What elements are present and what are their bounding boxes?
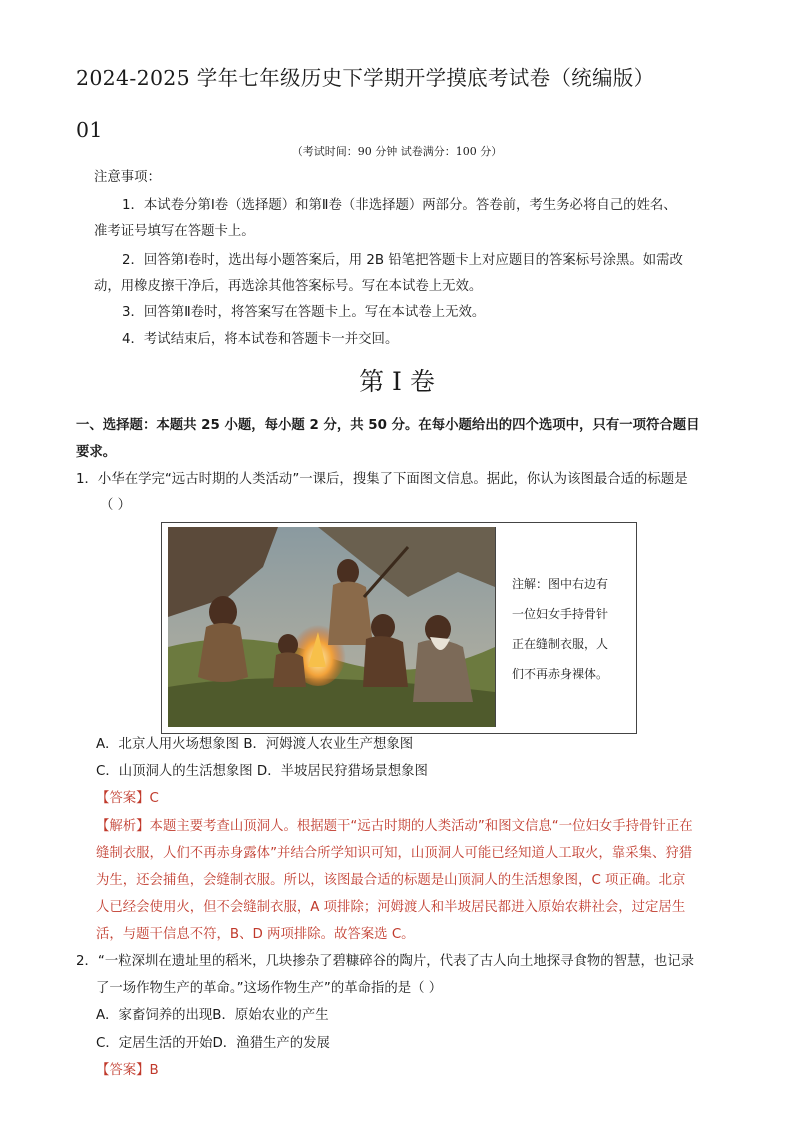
question-2-options-cd: C．定居生活的开始D．渔猎生产的发展 [96, 1036, 330, 1051]
question-1-answer: 【答案】C [96, 791, 159, 806]
question-1-analysis-5: 活，与题干信息不符，B、D 两项排除。故答案选 C。 [96, 927, 415, 942]
figure-note-line-1: 注解：图中右边有 [512, 577, 609, 591]
question-1-stem: 1．小华在学完“远古时期的人类活动”一课后，搜集了下面图文信息。据此，你认为该图最合适的标题是 [76, 472, 688, 487]
question-2-answer: 【答案】B [96, 1063, 159, 1078]
section-title: 第 I 卷 [359, 367, 435, 396]
question-1-options-cd: C．山顶洞人的生活想象图 D．半坡居民狩猎场景想象图 [96, 764, 428, 779]
notice-item-2: 2．回答第Ⅰ卷时，选出每小题答案后，用 2B 铅笔把答题卡上对应题目的答案标号涂黑。如需改 [122, 253, 683, 268]
question-1-analysis-4: 人已经会使用火，但不会缝制衣服，A 项排除；河姆渡人和半坡居民都进入原始农耕社会，过定居生 [96, 900, 686, 915]
question-2-options-ab: A．家畜饲养的出现B．原始农业的产生 [96, 1008, 329, 1023]
notice-heading: 注意事项： [94, 170, 161, 185]
question-1-analysis-1: 【解析】本题主要考查山顶洞人。根据题干“远古时期的人类活动”和图文信息“一位妇女手持骨针正在 [96, 819, 693, 834]
notice-item-4: 4．考试结束后，将本试卷和答题卡一并交回。 [122, 332, 399, 347]
question-1-analysis-2: 缝制衣服，人们不再赤身露体”并结合所学知识可知，山顶洞人可能已经知道人工取火，靠采集、狩猎 [96, 846, 693, 861]
title-line-2: 01 [76, 118, 103, 142]
part-instructions: 一、选择题：本题共 25 小题，每小题 2 分，共 50 分。在每小题给出的四个选项中，只有一项符合题目 [76, 418, 700, 433]
title-line-1: 2024-2025 学年七年级历史下学期开学摸底考试卷（统编版） [76, 66, 655, 90]
question-1-analysis-3: 为生，还会捕鱼，会缝制衣服。所以，该图最合适的标题是山顶洞人的生活想象图，C 项正确。北京 [96, 873, 686, 888]
question-1-blank: （ ） [100, 498, 132, 513]
page-title [76, 52, 736, 156]
figure-note-line-3: 正在缝制衣服，人 [512, 637, 609, 651]
cave-people-illustration [168, 527, 496, 727]
question-1-options-ab: A．北京人用火场想象图 B．河姆渡人农业生产想象图 [96, 737, 414, 752]
part-instructions-cont: 要求。 [76, 445, 117, 460]
question-1-figure [161, 522, 637, 734]
figure-annotation [502, 523, 636, 733]
notice-item-2-cont: 动，用橡皮擦干净后，再选涂其他答案标号。写在本试卷上无效。 [94, 279, 483, 294]
exam-time-info: （考试时间：90 分钟 试卷满分：100 分） [291, 145, 503, 158]
notice-item-3: 3．回答第Ⅱ卷时，将答案写在答题卡上。写在本试卷上无效。 [122, 305, 486, 320]
notice-item-1: 1．本试卷分第Ⅰ卷（选择题）和第Ⅱ卷（非选择题）两部分。答卷前，考生务必将自己的姓名、 [122, 198, 677, 213]
figure-note-line-4: 们不再赤身裸体。 [512, 667, 609, 681]
question-2-stem-cont: 了一场作物生产的革命。”这场作物生产”的革命指的是（ ） [96, 981, 443, 996]
notice-item-1-cont: 准考证号填写在答题卡上。 [94, 224, 255, 239]
figure-note-line-2: 一位妇女手持骨针 [512, 607, 609, 621]
question-2-stem: 2．“一粒深圳在遗址里的稻米，几块掺杂了碧糠碎谷的陶片，代表了古人向土地探寻食物的智慧，也记录 [76, 954, 695, 969]
